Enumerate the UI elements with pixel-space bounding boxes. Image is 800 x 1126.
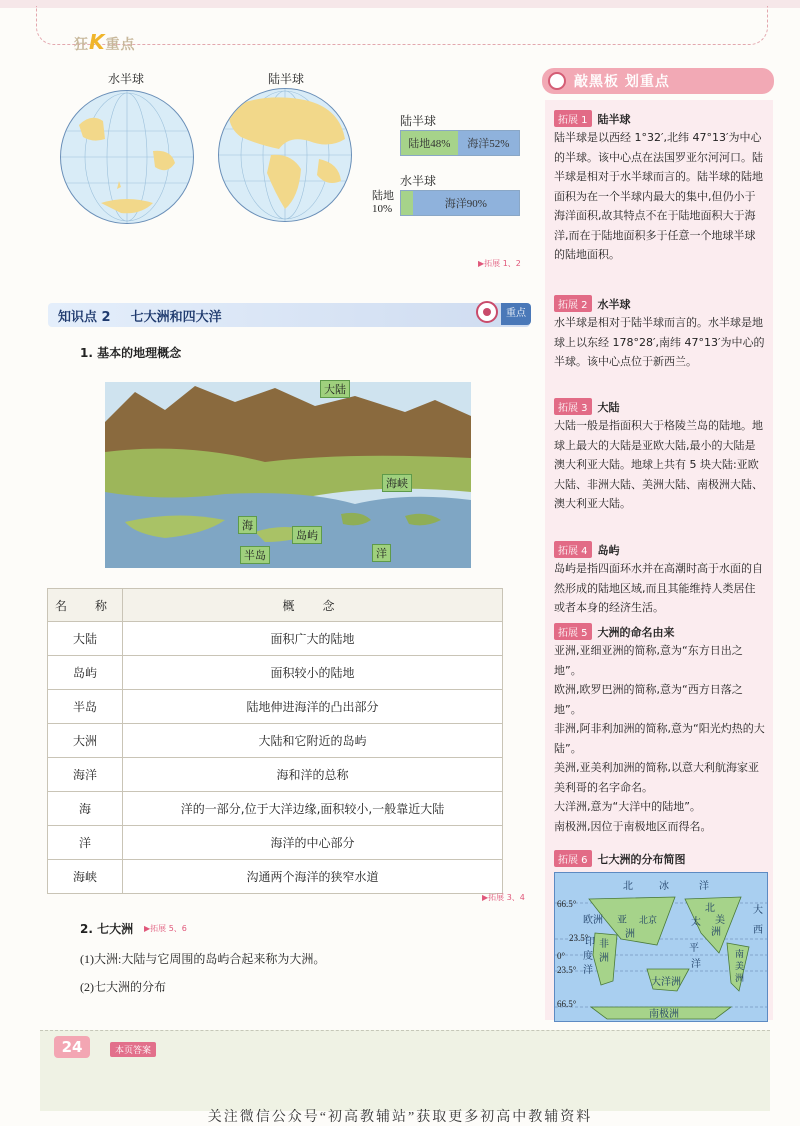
term-cell: 半岛 (48, 690, 123, 724)
label-indian-du: 度 (583, 951, 593, 962)
term-cell: 海洋 (48, 758, 123, 792)
section-title: 七大洲和四大洋 (130, 309, 222, 325)
land-hemisphere-globe (218, 88, 352, 222)
label-yang-north: 洋 (699, 881, 709, 892)
header-frame (36, 6, 768, 45)
land-share-segment: 陆地48% (401, 131, 458, 155)
ref-link-1-2[interactable]: ▶拓展 1、2 (478, 259, 521, 268)
lat-equator: 0° (557, 951, 566, 961)
tag-continent: 大陆 (320, 380, 350, 398)
lat-66-south: 66.5° (557, 999, 577, 1009)
label-atlantic-xi: 西 (753, 925, 763, 936)
water-land-share-label: 陆地 10% (372, 190, 394, 215)
extension-3-heading: 拓展 3 大陆 (554, 398, 620, 415)
land-hemisphere-bar (400, 130, 520, 156)
table-row (48, 656, 503, 690)
ref-link-3-4[interactable]: ▶拓展 3、4 (482, 893, 525, 902)
paragraph-distribution: (2)七大洲的分布 (80, 980, 166, 994)
label-antarctica: 南极洲 (649, 1009, 679, 1020)
label-bing: 冰 (659, 881, 669, 892)
continents-map (554, 872, 768, 1022)
label-na-bei: 北 (705, 903, 715, 914)
land-hemisphere-label: 陆半球 (268, 72, 305, 86)
label-sa-zhou: 洲 (735, 974, 745, 984)
term-cell: 大洲 (48, 724, 123, 758)
water-ocean-segment: 海洋90% (413, 191, 519, 215)
label-sa-mei: 美 (735, 962, 745, 972)
table-row (48, 690, 503, 724)
subheading-concepts: 1. 基本的地理概念 (80, 346, 182, 360)
term-cell: 大陆 (48, 622, 123, 656)
tag-island: 岛屿 (292, 526, 322, 544)
extension-5-text: 亚洲,亚细亚洲的简称,意为“东方日出之地”。 欧洲,欧罗巴洲的简称,意为“西方日落之地”。 非洲,阿非利加洲的简称,意为“阳光灼热的大陆”。 美洲,亚美利加洲的简称,以意大利航海家亚美利哥的名字命名。 大洋洲,意为“大洋中的陆地”。 南极洲,因位于南极地区而得名。 (554, 644, 765, 833)
key-point-badge: 重点 (501, 303, 531, 325)
definition-cell: 海和洋的总称 (123, 758, 503, 792)
label-na-mei: 美 (715, 915, 725, 926)
table-row (48, 860, 503, 894)
table-row (48, 622, 503, 656)
section-title-bar (48, 303, 530, 327)
term-cell: 洋 (48, 826, 123, 860)
definition-cell: 陆地伸进海洋的凸出部分 (123, 690, 503, 724)
label-sa-nan: 南 (735, 950, 745, 960)
water-bar-title: 水半球 (400, 174, 437, 188)
term-cell: 海 (48, 792, 123, 826)
ref-link-5-6[interactable]: ▶拓展 5、6 (144, 924, 187, 933)
sidebar-header (542, 68, 774, 94)
extension-1-text: 陆半球是以西经 1°32′,北纬 47°13′为中心的半球。该中心点在法国罗亚尔河河口。陆半球是相对于水半球而言的。陆半球的陆地面积为在一个半球内最大的集中,但仍小于海洋面积,故其特点不在于陆地面积大于海洋,而在于陆地面积多于任意一个地球半球的陆地面积。 (554, 131, 763, 261)
subheading-continents: 2. 七大洲 (80, 922, 134, 936)
label-beijing: 北京 (639, 916, 658, 926)
sidebar-title: 敲黑板 划重点 (574, 74, 670, 90)
label-pacific-yang: 洋 (691, 959, 701, 970)
tag-ocean: 洋 (372, 544, 391, 562)
water-land-segment (401, 191, 413, 215)
lat-66-north: 66.5° (557, 899, 577, 909)
lat-23-north: 23.5° (569, 933, 589, 943)
table-row (48, 724, 503, 758)
label-atlantic-da: 大 (753, 905, 763, 916)
definition-cell: 大陆和它附近的岛屿 (123, 724, 503, 758)
extension-1-heading: 拓展 1 陆半球 (554, 110, 631, 127)
label-europe: 欧洲 (583, 915, 603, 926)
label-africa-zhou: 洲 (599, 953, 609, 964)
extension-4-heading: 拓展 4 岛屿 (554, 541, 620, 558)
brand-logo: 狂K重点 (74, 30, 136, 54)
water-hemisphere-bar (400, 190, 520, 216)
definition-cell: 面积广大的陆地 (123, 622, 503, 656)
water-hemisphere-label: 水半球 (108, 72, 145, 86)
tag-peninsula: 半岛 (240, 546, 270, 564)
label-indian-yang: 洋 (583, 965, 593, 976)
label-bei: 北 (623, 881, 633, 892)
tag-sea: 海 (238, 516, 257, 534)
land-bar-title: 陆半球 (400, 114, 437, 128)
term-cell: 海峡 (48, 860, 123, 894)
footer-note: 关注微信公众号“初高教辅站”获取更多初高中教辅资料 (207, 1110, 593, 1125)
concepts-table (47, 588, 503, 894)
extension-6-heading: 拓展 6 七大洲的分布简图 (554, 850, 686, 867)
label-pacific-ping: 平 (689, 943, 699, 954)
term-cell: 岛屿 (48, 656, 123, 690)
label-africa-fei: 非 (599, 939, 609, 950)
definition-cell: 海洋的中心部分 (123, 826, 503, 860)
ocean-share-segment: 海洋52% (458, 131, 519, 155)
tag-strait: 海峡 (382, 474, 412, 492)
label-asia-zhou: 洲 (625, 929, 635, 940)
target-icon (476, 301, 498, 323)
table-row (48, 758, 503, 792)
extension-3-text: 大陆一般是指面积大于格陵兰岛的陆地。地球上最大的大陆是亚欧大陆,最小的大陆是澳大利亚大陆。地球上共有 5 块大陆:亚欧大陆、非洲大陆、美洲大陆、南极洲大陆、澳大利亚大陆。 (554, 419, 763, 510)
page-number: 24 (54, 1036, 90, 1058)
definition-cell: 洋的一部分,位于大洋边缘,面积较小,一般靠近大陆 (123, 792, 503, 826)
water-hemisphere-globe (60, 90, 194, 224)
label-na-zhou: 洲 (711, 927, 721, 938)
section-number: 知识点 2 (58, 309, 111, 325)
table-header-row (48, 589, 503, 622)
label-oceania: 大洋洲 (651, 977, 681, 988)
header-concept: 概 念 (123, 589, 503, 622)
extension-2-heading: 拓展 2 水半球 (554, 295, 631, 312)
lat-23-south: 23.5° (557, 965, 577, 975)
extension-5-heading: 拓展 5 大洲的命名由来 (554, 623, 675, 640)
table-row (48, 792, 503, 826)
extension-2-text: 水半球是相对于陆半球而言的。水半球是地球上以东经 178°28′,南纬 47°13′为中心的半球。该中心点位于新西兰。 (554, 316, 765, 368)
label-pacific-tai: 太 (691, 917, 701, 928)
label-asia-ya: 亚 (617, 915, 627, 926)
definition-cell: 面积较小的陆地 (123, 656, 503, 690)
landscape-illustration (105, 382, 471, 568)
table-row (48, 826, 503, 860)
label-indian-yin: 印 (585, 937, 595, 948)
header-name: 名 称 (48, 589, 123, 622)
definition-cell: 沟通两个海洋的狭窄水道 (123, 860, 503, 894)
paragraph-continent-def: (1)大洲:大陆与它周围的岛屿合起来称为大洲。 (80, 952, 326, 966)
pin-icon (548, 72, 566, 90)
answer-label: 本页答案 (110, 1042, 156, 1057)
extension-4-text: 岛屿是指四面环水并在高潮时高于水面的自然形成的陆地区域,而且其能维持人类居住或者本身的经济生活。 (554, 562, 763, 614)
